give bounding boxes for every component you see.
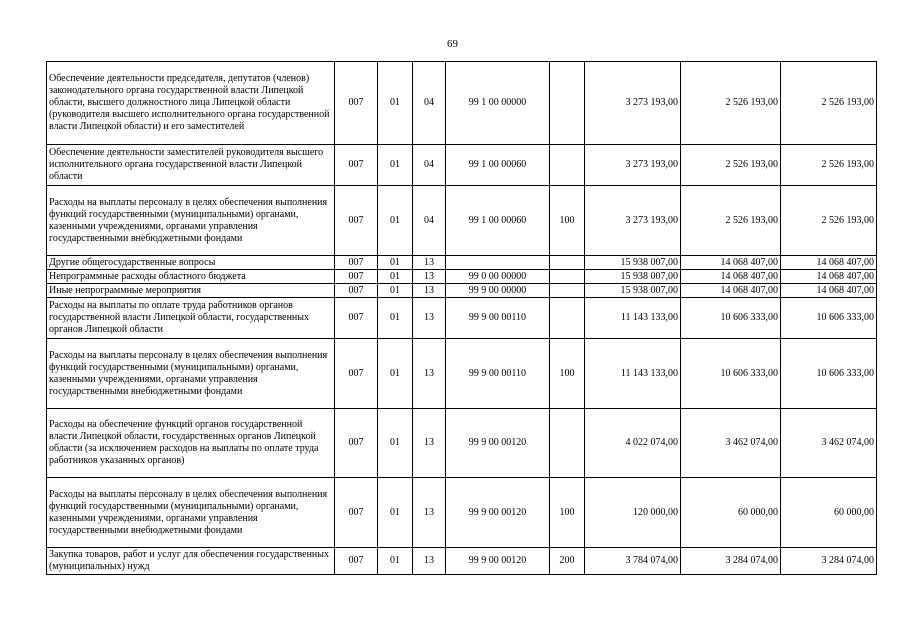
ved-code-cell: 007 [335,478,378,548]
row-name-cell: Обеспечение деятельности заместителей руководителя высшего исполнительного органа государственной власти Липецкой области [47,145,335,186]
table-row [47,270,877,284]
amount-year3-cell: 2 526 193,00 [781,62,877,145]
subsection-code-cell: 13 [413,409,446,478]
expense-type-cell [550,145,585,186]
ved-code-cell: 007 [335,339,378,409]
subsection-code-cell: 13 [413,256,446,270]
target-article-cell [446,256,550,270]
target-article-cell: 99 0 00 00000 [446,270,550,284]
expense-type-cell [550,270,585,284]
target-article-cell: 99 9 00 00120 [446,409,550,478]
page-number: 69 [447,38,458,50]
table-row [47,256,877,270]
amount-year3-cell: 2 526 193,00 [781,186,877,256]
ved-code-cell: 007 [335,270,378,284]
amount-year2-cell: 10 606 333,00 [681,339,781,409]
row-name-cell: Расходы на выплаты персоналу в целях обеспечения выполнения функций государственными (муниципальными) органами, казенными учреждениями, органами управления государственными внебюджетными фондами [47,478,335,548]
amount-year1-cell: 3 273 193,00 [585,186,681,256]
table-row [47,548,877,575]
table-row [47,62,877,145]
budget-table [46,61,877,575]
section-code-cell: 01 [378,256,413,270]
subsection-code-cell: 13 [413,339,446,409]
amount-year1-cell: 11 143 133,00 [585,298,681,339]
amount-year3-cell: 14 068 407,00 [781,284,877,298]
target-article-cell: 99 9 00 00120 [446,478,550,548]
expense-type-cell [550,409,585,478]
table-row [47,409,877,478]
section-code-cell: 01 [378,186,413,256]
amount-year2-cell: 14 068 407,00 [681,256,781,270]
amount-year3-cell: 60 000,00 [781,478,877,548]
ved-code-cell: 007 [335,145,378,186]
amount-year3-cell: 2 526 193,00 [781,145,877,186]
ved-code-cell: 007 [335,548,378,575]
expense-type-cell: 100 [550,339,585,409]
amount-year1-cell: 120 000,00 [585,478,681,548]
amount-year2-cell: 60 000,00 [681,478,781,548]
row-name-cell: Обеспечение деятельности председателя, депутатов (членов) законодательного органа государственной власти Липецкой области, высшего должностного лица Липецкой области (руководителя высшего исполнительного органа государственной власти Липецкой области) и его заместителей [47,62,335,145]
table-row [47,298,877,339]
expense-type-cell [550,298,585,339]
amount-year1-cell: 4 022 074,00 [585,409,681,478]
amount-year3-cell: 10 606 333,00 [781,339,877,409]
section-code-cell: 01 [378,298,413,339]
row-name-cell: Другие общегосударственные вопросы [47,256,335,270]
amount-year2-cell: 2 526 193,00 [681,186,781,256]
target-article-cell: 99 9 00 00110 [446,339,550,409]
subsection-code-cell: 13 [413,298,446,339]
amount-year3-cell: 14 068 407,00 [781,256,877,270]
subsection-code-cell: 04 [413,145,446,186]
target-article-cell: 99 1 00 00000 [446,62,550,145]
ved-code-cell: 007 [335,186,378,256]
amount-year1-cell: 3 784 074,00 [585,548,681,575]
amount-year3-cell: 3 284 074,00 [781,548,877,575]
section-code-cell: 01 [378,339,413,409]
section-code-cell: 01 [378,270,413,284]
section-code-cell: 01 [378,548,413,575]
target-article-cell: 99 9 00 00110 [446,298,550,339]
amount-year1-cell: 3 273 193,00 [585,62,681,145]
expense-type-cell: 200 [550,548,585,575]
amount-year3-cell: 10 606 333,00 [781,298,877,339]
subsection-code-cell: 04 [413,62,446,145]
ved-code-cell: 007 [335,298,378,339]
amount-year2-cell: 3 462 074,00 [681,409,781,478]
section-code-cell: 01 [378,62,413,145]
section-code-cell: 01 [378,409,413,478]
subsection-code-cell: 13 [413,548,446,575]
amount-year3-cell: 14 068 407,00 [781,270,877,284]
table-row [47,284,877,298]
target-article-cell: 99 9 00 00120 [446,548,550,575]
ved-code-cell: 007 [335,62,378,145]
table-row [47,145,877,186]
table-row [47,339,877,409]
expense-type-cell [550,62,585,145]
expense-type-cell: 100 [550,186,585,256]
section-code-cell: 01 [378,478,413,548]
amount-year2-cell: 2 526 193,00 [681,62,781,145]
table-row [47,478,877,548]
ved-code-cell: 007 [335,284,378,298]
expense-type-cell [550,284,585,298]
amount-year2-cell: 14 068 407,00 [681,284,781,298]
section-code-cell: 01 [378,284,413,298]
row-name-cell: Расходы на выплаты персоналу в целях обеспечения выполнения функций государственными (муниципальными) органами, казенными учреждениями, органами управления государственными внебюджетными фондами [47,186,335,256]
target-article-cell: 99 1 00 00060 [446,145,550,186]
amount-year2-cell: 10 606 333,00 [681,298,781,339]
amount-year2-cell: 3 284 074,00 [681,548,781,575]
target-article-cell: 99 9 00 00000 [446,284,550,298]
row-name-cell: Расходы на обеспечение функций органов государственной власти Липецкой области, государственных органов Липецкой области (за исключением расходов на выплаты по оплате труда работников указанных органов) [47,409,335,478]
row-name-cell: Закупка товаров, работ и услуг для обеспечения государственных (муниципальных) нужд [47,548,335,575]
amount-year1-cell: 3 273 193,00 [585,145,681,186]
amount-year1-cell: 15 938 007,00 [585,256,681,270]
section-code-cell: 01 [378,145,413,186]
amount-year1-cell: 15 938 007,00 [585,270,681,284]
amount-year2-cell: 2 526 193,00 [681,145,781,186]
expense-type-cell [550,256,585,270]
row-name-cell: Непрограммные расходы областного бюджета [47,270,335,284]
row-name-cell: Расходы на выплаты персоналу в целях обеспечения выполнения функций государственными (муниципальными) органами, казенными учреждениями, органами управления государственными внебюджетными фондами [47,339,335,409]
row-name-cell: Иные непрограммные мероприятия [47,284,335,298]
amount-year2-cell: 14 068 407,00 [681,270,781,284]
subsection-code-cell: 13 [413,478,446,548]
amount-year1-cell: 15 938 007,00 [585,284,681,298]
ved-code-cell: 007 [335,409,378,478]
row-name-cell: Расходы на выплаты по оплате труда работников органов государственной власти Липецкой области, государственных органов Липецкой области [47,298,335,339]
expense-type-cell: 100 [550,478,585,548]
target-article-cell: 99 1 00 00060 [446,186,550,256]
subsection-code-cell: 13 [413,284,446,298]
amount-year1-cell: 11 143 133,00 [585,339,681,409]
amount-year3-cell: 3 462 074,00 [781,409,877,478]
subsection-code-cell: 13 [413,270,446,284]
subsection-code-cell: 04 [413,186,446,256]
table-row [47,186,877,256]
ved-code-cell: 007 [335,256,378,270]
